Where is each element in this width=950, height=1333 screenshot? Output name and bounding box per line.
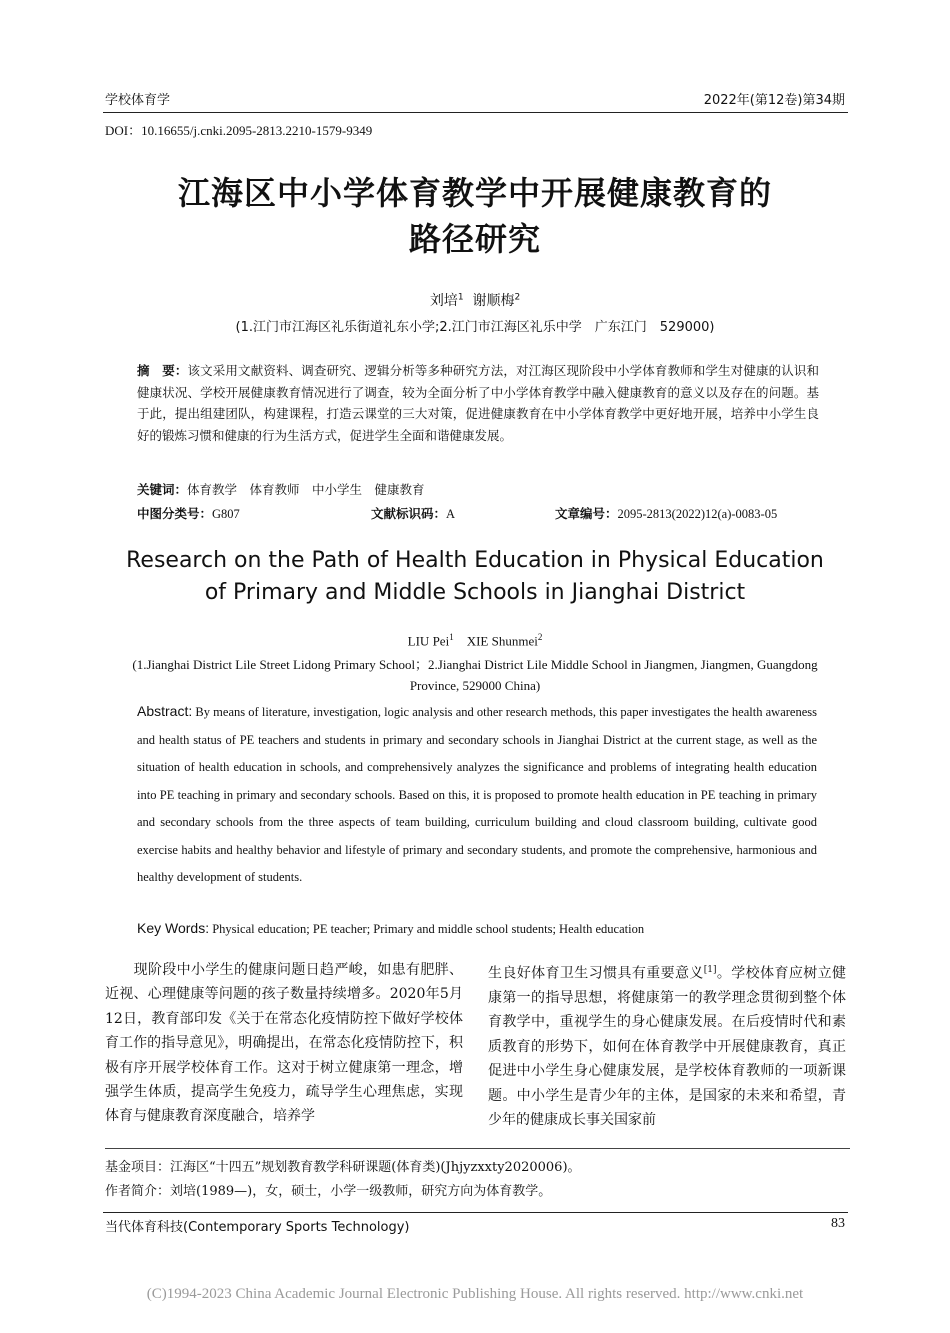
body-right-part-2: 。学校体育应树立健康第一的指导思想，将健康第一的教学理念贯彻到整个体育教学中，重视学生的身心健康发展。在后疫情时代和素质教育的形势下，如何在体育教学中开展健康教育，真正促进中小学生身心健康发展，是学校体育教师的一项新课题。中小学生是青少年的主体，是国家的未来和希望，青少年的健康成长事关国家前 xyxy=(488,965,846,1129)
author-1-sup: 1 xyxy=(457,292,464,303)
paper-title-en xyxy=(100,545,850,609)
keywords-en-text: Physical education; PE teacher; Primary and middle school students; Health education xyxy=(212,922,645,936)
authors-en xyxy=(100,632,850,649)
affiliation-en: (1.Jianghai District Lile Street Lidong Primary School；2.Jianghai District Lile Middle School in Jiangmen, Jiangmen, Guangdong Province, 529000 China) xyxy=(132,657,818,693)
copyright-watermark: (C)1994-2023 China Academic Journal Electronic Publishing House. All rights reserved. http://www.cnki.net xyxy=(146,1286,804,1302)
keywords-cn xyxy=(137,480,425,498)
header-rule xyxy=(103,112,848,113)
affiliation-cn: (1.江门市江海区礼乐街道礼东小学;2.江门市江海区礼乐中学 广东江门 529000) xyxy=(235,320,715,335)
document-code: 文献标识码：A xyxy=(371,506,456,521)
page-number: 83 xyxy=(831,1216,845,1231)
title-line-2: 路径研究 xyxy=(408,220,541,258)
author-en-2-sup: 2 xyxy=(537,632,543,642)
author-en-1-sup: 1 xyxy=(449,632,454,642)
title-line-1: 江海区中小学体育教学中开展健康教育的 xyxy=(177,174,772,212)
keywords-cn-label: 关键词： xyxy=(137,482,188,497)
keywords-en xyxy=(137,920,644,937)
abstract-cn-label: 摘 要： xyxy=(137,363,188,378)
title-en-line-1: Research on the Path of Health Education in Physical Education xyxy=(126,548,824,573)
authors-cn xyxy=(100,290,850,310)
author-en-1: LIU Pei xyxy=(407,633,450,649)
issue-info: 2022年(第12卷)第34期 xyxy=(703,93,845,108)
body-right-part-1: 生良好体育卫生习惯具有重要意义 xyxy=(488,965,704,982)
citation-1[interactable]: [1] xyxy=(703,965,717,975)
footnote-fund: 基金项目：江海区“十四五”规划教育教学科研课题(体育类)(Jhjyzxxty2020006)。 xyxy=(105,1160,581,1175)
abstract-cn xyxy=(137,360,819,446)
paper-title xyxy=(100,170,850,262)
footnote-author: 作者简介：刘培(1989—)，女，硕士，小学一级教师，研究方向为体育教学。 xyxy=(105,1184,552,1199)
author-1: 刘培 xyxy=(429,293,458,309)
footer-rule xyxy=(103,1212,848,1213)
article-number: 文章编号：2095-2813(2022)12(a)-0083-05 xyxy=(555,506,778,521)
footer-journal: 当代体育科技(Contemporary Sports Technology) xyxy=(105,1220,410,1235)
abstract-cn-text: 该文采用文献资料、调查研究、逻辑分析等多种研究方法，对江海区现阶段中小学体育教师和学生对健康的认识和健康状况、学校开展健康教育情况进行了调查，较为全面分析了中小学体育教学中融入健康教育的意义以及存在的问题。基于此，提出组建团队，构建课程，打造云课堂的三大对策，促进健康教育在中小学体育教学中更好地开展，培养中小学生良好的锻炼习惯和健康的行为生活方式，促进学生全面和谐健康发展。 xyxy=(137,363,819,443)
clc-number: 中图分类号：G807 xyxy=(137,506,240,521)
keywords-en-label: Key Words: xyxy=(137,920,210,936)
journal-section: 学校体育学 xyxy=(105,93,171,108)
abstract-en-label: Abstract: xyxy=(137,703,193,719)
author-en-2: XIE Shunmei xyxy=(466,633,538,649)
abstract-en xyxy=(137,698,817,892)
footnote-rule xyxy=(105,1148,850,1149)
body-column-left: 现阶段中小学生的健康问题日趋严峻，如患有肥胖、近视、心理健康等问题的孩子数量持续增多。2020年5月12日，教育部印发《关于在常态化疫情防控下做好学校体育工作的指导意见》，明确提出，在常态化疫情防控下，积极有序开展学校体育工作。这对于树立健康第一理念，增强学生体质，提高学生免疫力，疏导学生心理焦虑，实现体育与健康教育深度融合，培养学 xyxy=(105,962,463,1125)
author-2: 谢顺梅 xyxy=(472,293,515,309)
body-column-right xyxy=(488,958,846,1133)
doi: DOI：10.16655/j.cnki.2095-2813.2210-1579-9349 xyxy=(105,123,373,138)
author-2-sup: 2 xyxy=(514,292,521,303)
keywords-cn-text: 体育教学 体育教师 中小学生 健康教育 xyxy=(187,482,425,497)
abstract-en-text: By means of literature, investigation, logic analysis and other research methods, this paper investigates the health awareness and health status of PE teachers and students in primary and secondary schools in Jianghai District at the current stage, as well as the situation of health education in schools, and comprehensively analyzes the significance and problems of integrating health education into PE teaching in primary and secondary schools. Based on this, it is proposed to promote health education in PE teaching in primary and secondary schools from the three aspects of team building, curriculum building and cloud classroom building, cultivate good exercise habits and healthy behavior and lifestyle of primary and secondary students, and promote the comprehensive, harmonious and healthy development of students. xyxy=(137,705,818,884)
title-en-line-2: of Primary and Middle Schools in Jianghai District xyxy=(204,580,746,605)
